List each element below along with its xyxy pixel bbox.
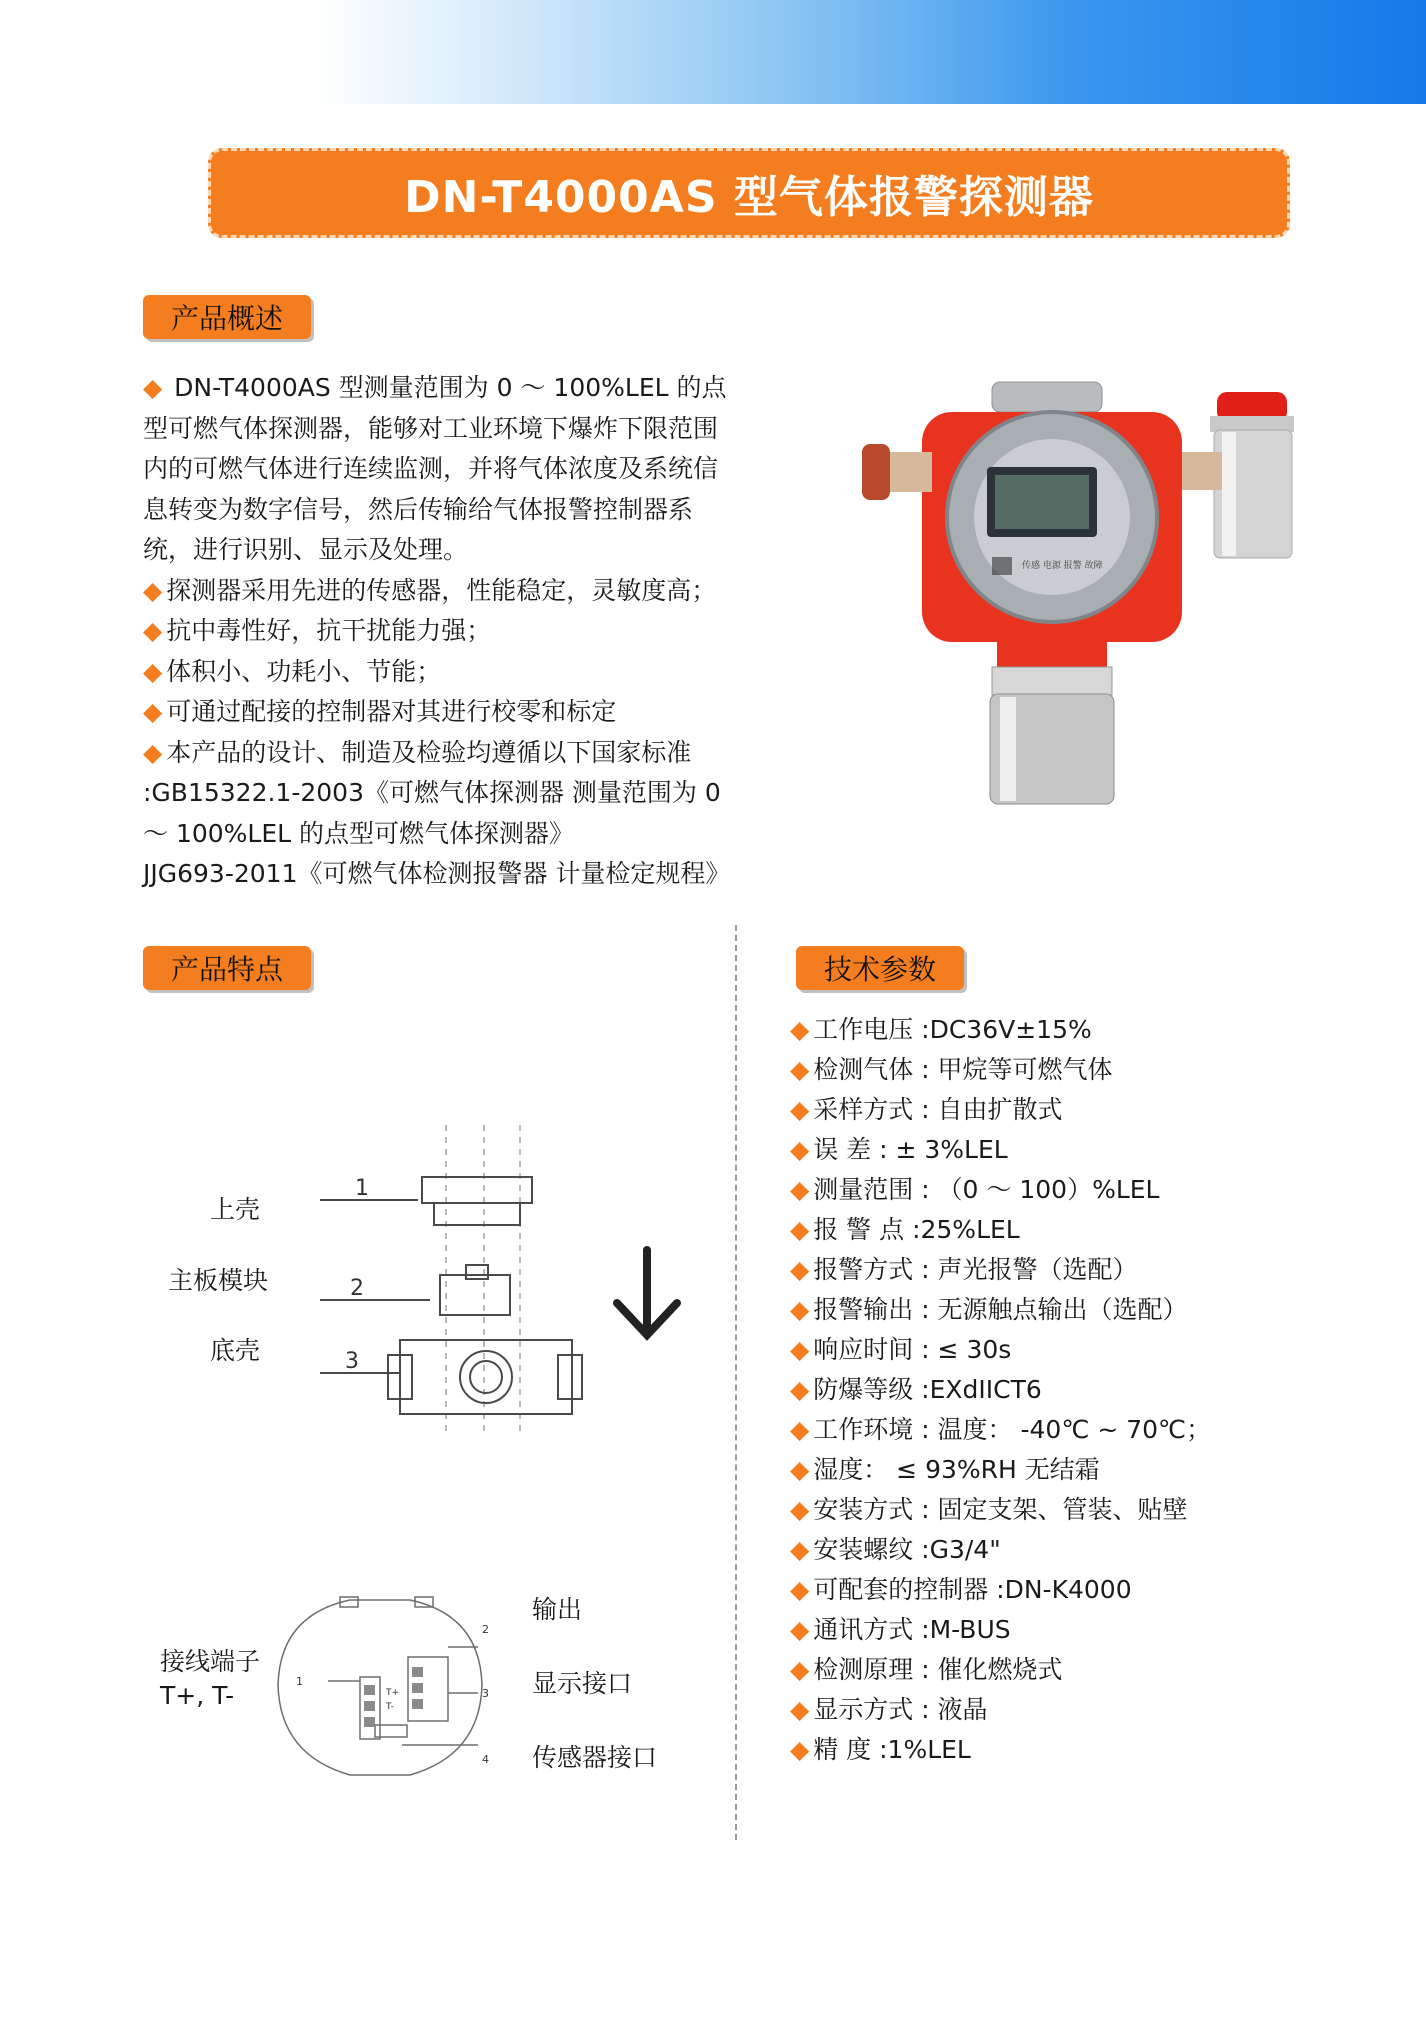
spec-row: ◆ 误 差 : ± 3%LEL [790, 1135, 1008, 1164]
spec-row: ◆ 显示方式 : 液晶 [790, 1695, 988, 1724]
bullet-diamond-icon: ◆ [790, 1615, 810, 1644]
spec-row: ◆ 通讯方式 :M-BUS [790, 1615, 1011, 1644]
exploded-drawing [150, 1125, 710, 1445]
page-title: DN-T4000AS 型气体报警探测器 [404, 172, 1094, 223]
bullet-diamond-icon: ◆ [790, 1455, 810, 1484]
bullet-diamond-icon: ◆ [790, 1695, 810, 1724]
bullet-diamond-icon: ◆ [790, 1415, 810, 1444]
bullet-diamond-icon: ◆ [790, 1335, 810, 1364]
callout-number: 1 [296, 1675, 303, 1688]
bullet-diamond-icon: ◆ [790, 1215, 810, 1244]
overview-bullet: ◆ 体积小、功耗小、节能； [143, 656, 442, 686]
bullet-diamond-icon: ◆ [790, 1095, 810, 1124]
callout-number: 3 [345, 1349, 359, 1374]
bullet-diamond-icon: ◆ [143, 697, 163, 726]
overview-paragraph: ◆ DN-T4000AS 型测量范围为 0 ～ 100%LEL 的点型可燃气体探测器，能够对工业环境下爆炸下限范围内的可燃气体进行连续监测，并将气体浓度及系统信息转变为数字信号，然后传输给气体报警控制器系统，进行识别、显示及处理。 [143, 373, 727, 564]
top-gradient-band [0, 0, 1426, 104]
callout-number: 1 [355, 1176, 369, 1201]
label-main-board: 主板模块 [168, 1266, 269, 1295]
spec-row: ◆ 采样方式 : 自由扩散式 [790, 1095, 1063, 1124]
spec-row: ◆ 安装螺纹 :G3/4" [790, 1535, 1001, 1564]
spec-row: ◆ 报警输出 : 无源触点输出（选配） [790, 1295, 1188, 1324]
bullet-diamond-icon: ◆ [143, 373, 163, 402]
exploded-diagram [150, 1125, 710, 1445]
wiring-diagram [150, 1585, 710, 1790]
spec-row: ◆ 工作电压 :DC36V±15% [790, 1015, 1092, 1044]
label-output: 输出 [532, 1595, 583, 1624]
overview-bullet: ◆ 本产品的设计、制造及检验均遵循以下国家标准 :GB15322.1-2003《可燃气体探测器 测量范围为 0 ～ 100%LEL 的点型可燃气体探测器》 [143, 737, 721, 848]
section-tag-features: 产品特点 [143, 946, 311, 990]
callout-number: 2 [350, 1276, 364, 1301]
column-divider [735, 925, 737, 1840]
spec-row: ◆ 湿度： ≤ 93%RH 无结霜 [790, 1455, 1100, 1484]
spec-row: ◆ 防爆等级 :EXdIICT6 [790, 1375, 1042, 1404]
bullet-diamond-icon: ◆ [790, 1295, 810, 1324]
bullet-diamond-icon: ◆ [143, 656, 163, 686]
callout-number: 3 [482, 1687, 489, 1700]
down-arrow-icon [617, 1250, 677, 1335]
label-sensor-port: 传感器接口 [532, 1743, 658, 1772]
title-banner [208, 148, 1290, 238]
section-tag-specs: 技术参数 [796, 946, 964, 990]
callout-number: 4 [482, 1753, 489, 1766]
bullet-diamond-icon: ◆ [143, 575, 163, 605]
spec-row: ◆ 精 度 :1%LEL [790, 1735, 971, 1764]
display-indicator-labels: 传感 电源 报警 故障 [1022, 561, 1103, 571]
spec-row: ◆ 安装方式 : 固定支架、管装、贴壁 [790, 1495, 1188, 1524]
overview-bullet: ◆ 抗中毒性好，抗干扰能力强； [143, 616, 492, 645]
spec-row: ◆ 响应时间 : ≤ 30s [790, 1335, 1012, 1364]
bullet-diamond-icon: ◆ [143, 737, 163, 767]
pin-label: T- [386, 1702, 394, 1712]
overview-text [143, 368, 733, 895]
overview-bullet: ◆ 探测器采用先进的传感器，性能稳定，灵敏度高； [143, 575, 717, 605]
bullet-diamond-icon: ◆ [790, 1055, 810, 1084]
spec-row: ◆ 报 警 点 :25%LEL [790, 1215, 1020, 1244]
overview-bullet: JJG693-2011《可燃气体检测报警器 计量检定规程》 [143, 859, 731, 888]
gas-detector-product-image [862, 372, 1312, 812]
bullet-diamond-icon: ◆ [790, 1375, 810, 1404]
label-terminal: 接线端子 T+, T- [160, 1647, 261, 1710]
callout-number: 2 [482, 1623, 489, 1636]
spec-row: ◆ 可配套的控制器 :DN-K4000 [790, 1575, 1132, 1604]
label-display-port: 显示接口 [532, 1669, 633, 1698]
label-upper-shell: 上壳 [210, 1195, 261, 1224]
label-bottom-shell: 底壳 [210, 1336, 261, 1365]
spec-row: ◆ 测量范围 : （0 ～ 100）%LEL [790, 1175, 1160, 1204]
bullet-diamond-icon: ◆ [790, 1175, 810, 1204]
spec-row: ◆ 检测原理 : 催化燃烧式 [790, 1655, 1063, 1684]
bullet-diamond-icon: ◆ [790, 1135, 810, 1164]
spec-row: ◆ 工作环境 : 温度： -40℃ ~ 70℃； [790, 1415, 1212, 1444]
spec-row: ◆ 检测气体 : 甲烷等可燃气体 [790, 1055, 1113, 1084]
spec-row: ◆ 报警方式 : 声光报警（选配） [790, 1255, 1138, 1284]
section-tag-overview: 产品概述 [143, 295, 311, 339]
bullet-diamond-icon: ◆ [790, 1535, 810, 1564]
wiring-drawing [150, 1585, 710, 1790]
bullet-diamond-icon: ◆ [790, 1735, 810, 1764]
bullet-diamond-icon: ◆ [790, 1495, 810, 1524]
specs-list [790, 1010, 1350, 1770]
bullet-diamond-icon: ◆ [790, 1655, 810, 1684]
pin-label: T+ [386, 1688, 400, 1698]
bullet-diamond-icon: ◆ [790, 1015, 810, 1044]
bullet-diamond-icon: ◆ [790, 1575, 810, 1604]
bullet-diamond-icon: ◆ [790, 1255, 810, 1284]
overview-bullet: ◆ 可通过配接的控制器对其进行校零和标定 [143, 697, 617, 726]
bullet-diamond-icon: ◆ [143, 616, 163, 645]
